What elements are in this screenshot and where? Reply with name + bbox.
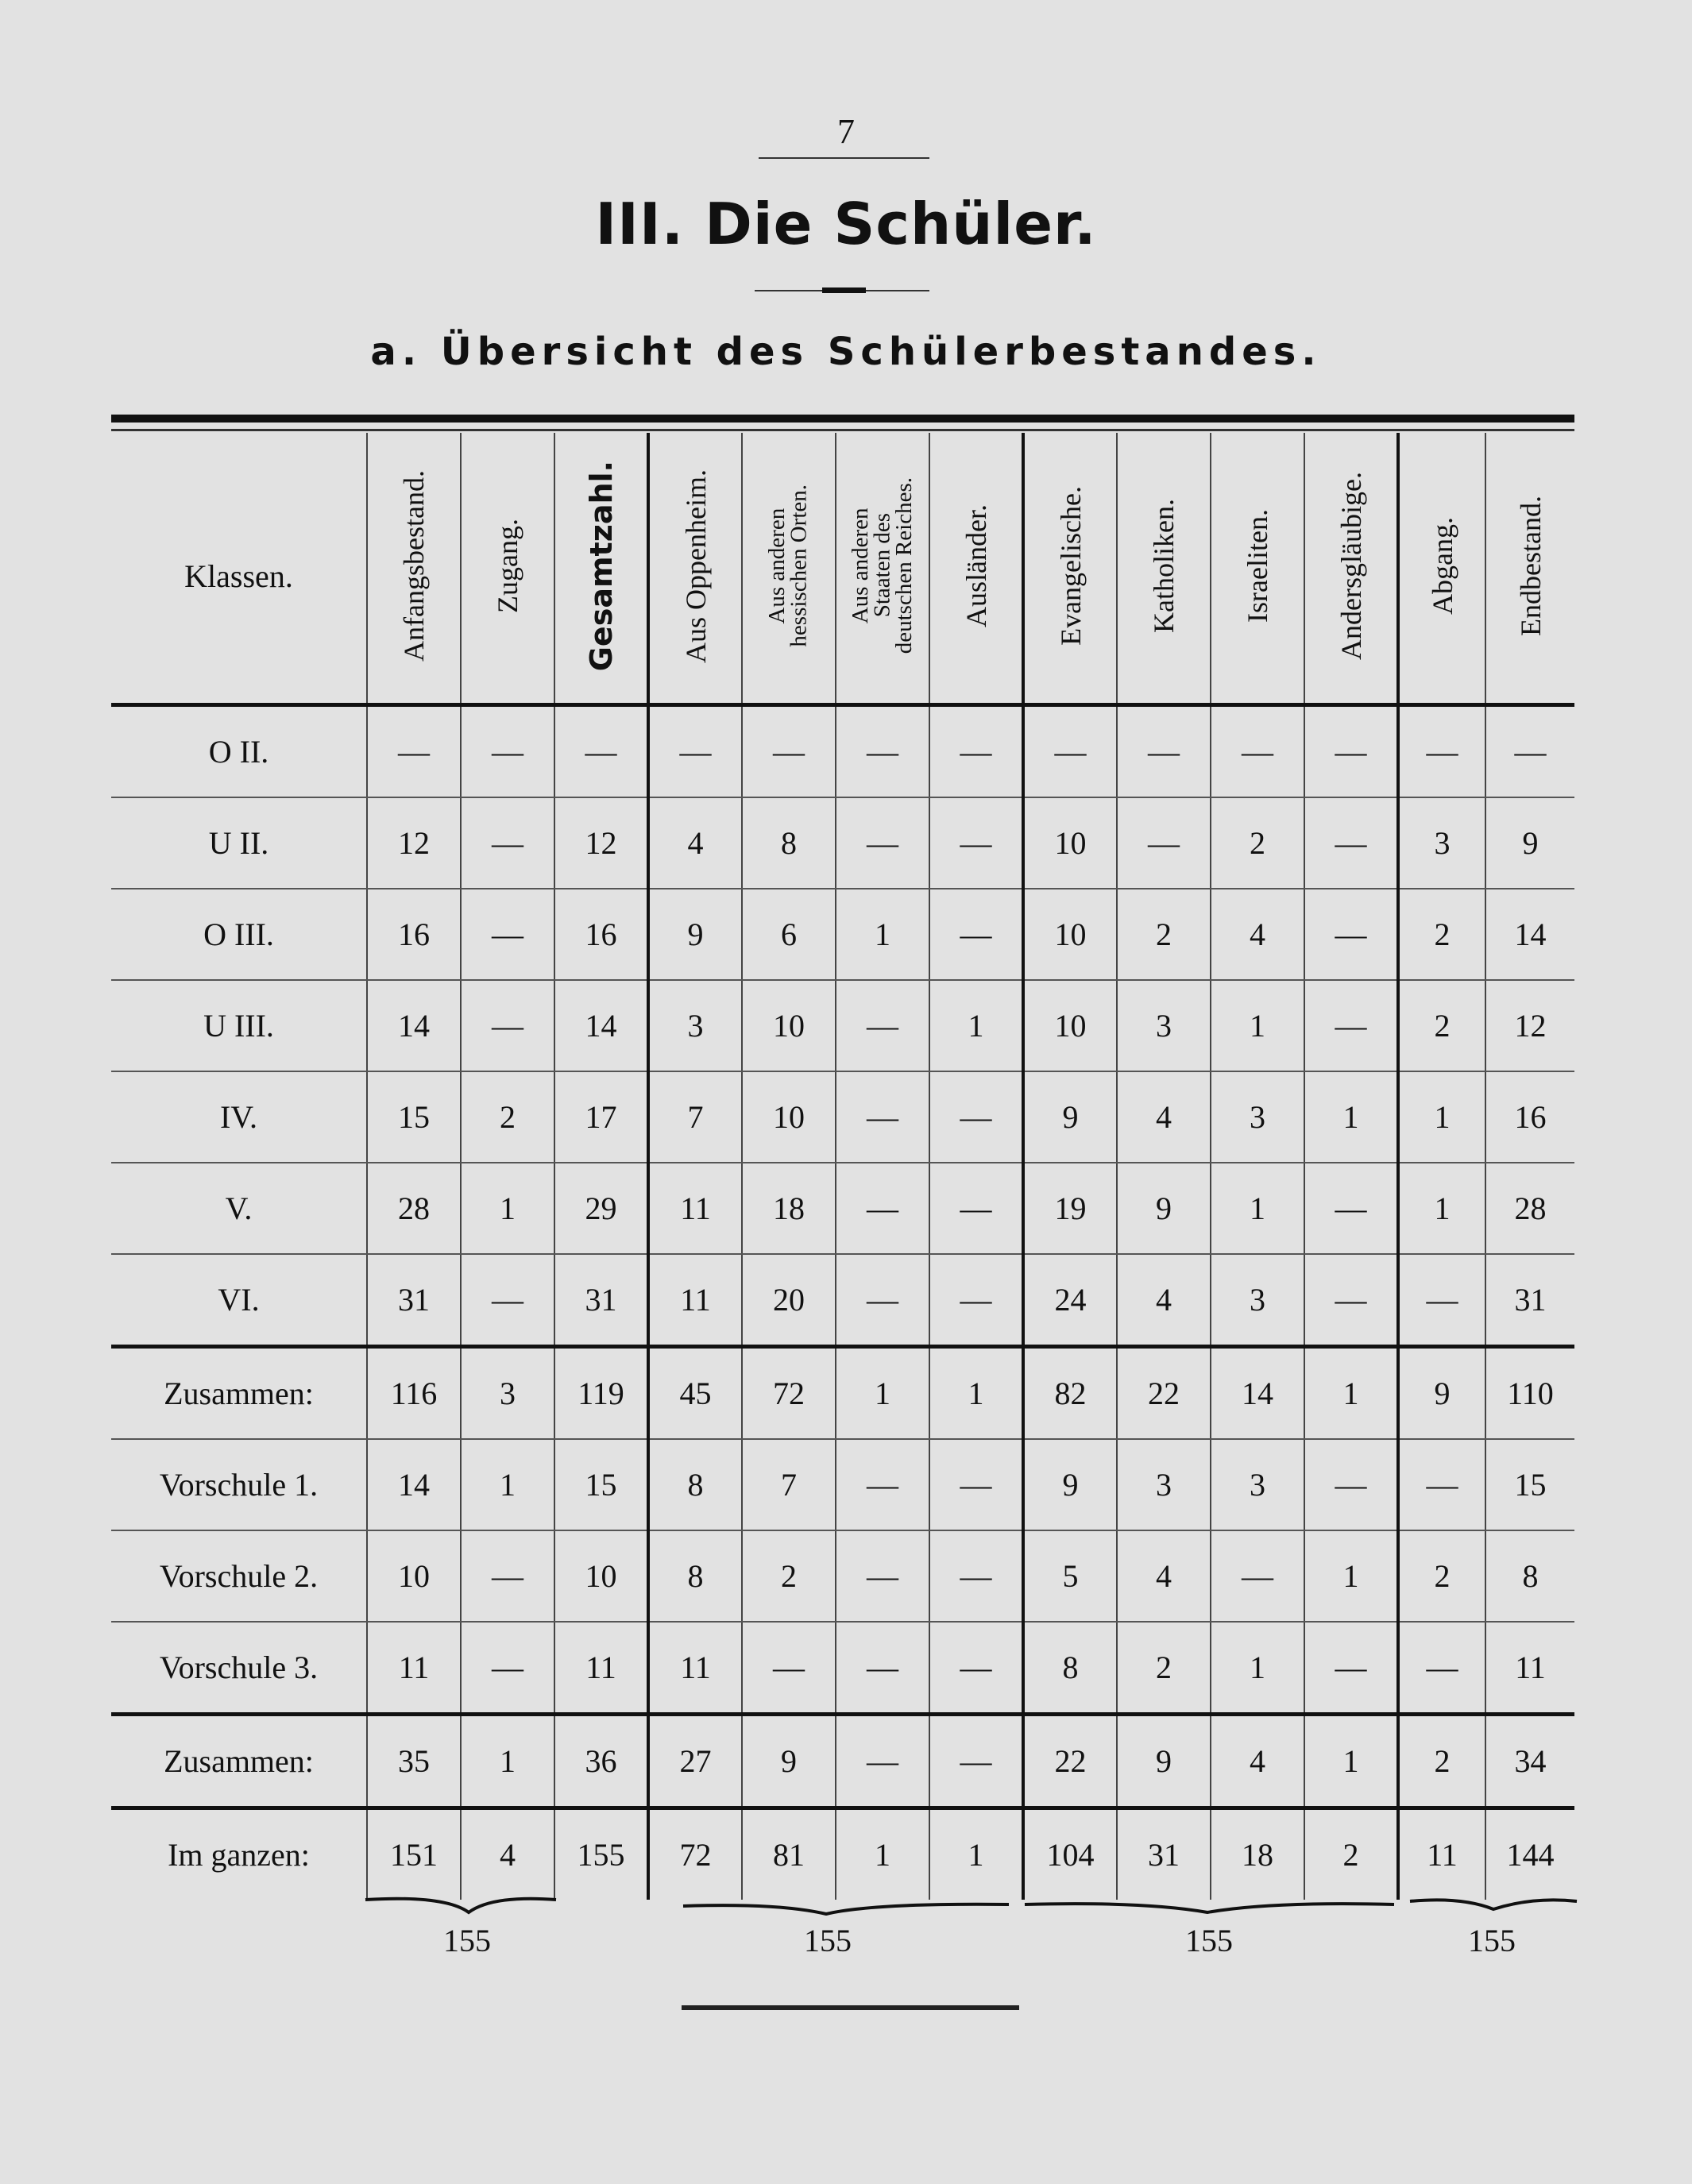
table-cell: —	[1211, 705, 1304, 798]
column-header	[554, 433, 648, 705]
column-header	[461, 433, 554, 705]
table-cell: —	[1398, 705, 1485, 798]
table-cell: —	[1304, 1439, 1398, 1530]
table-cell: —	[742, 1622, 836, 1715]
table-cell: 1	[461, 1163, 554, 1254]
row-label: O II.	[111, 705, 367, 798]
table-cell: —	[1304, 1254, 1398, 1347]
column-header-line: Endbestand.	[1514, 496, 1547, 636]
table-cell: 144	[1485, 1808, 1574, 1900]
table-cell: —	[929, 797, 1023, 889]
column-header	[648, 433, 742, 705]
column-header-label	[493, 519, 522, 613]
table-cell: 29	[554, 1163, 648, 1254]
table-cell: 1	[1304, 1071, 1398, 1163]
table-cell: 31	[554, 1254, 648, 1347]
table-cell: 116	[367, 1347, 461, 1440]
table-cell: —	[461, 705, 554, 798]
column-header	[929, 433, 1023, 705]
table-cell: 31	[1485, 1254, 1574, 1347]
table-cell: 12	[554, 797, 648, 889]
page-title: III. Die Schüler.	[595, 191, 1097, 257]
column-header	[1023, 433, 1117, 705]
table-cell: —	[1304, 1622, 1398, 1715]
table-cell: —	[929, 1715, 1023, 1808]
column-header-label	[847, 477, 917, 654]
table-cell: 10	[554, 1530, 648, 1622]
table-cell: —	[929, 889, 1023, 980]
table-cell: —	[742, 705, 836, 798]
table-cell: 12	[367, 797, 461, 889]
table-cell: 1	[461, 1715, 554, 1808]
table-cell: 104	[1023, 1808, 1117, 1900]
column-header-label	[1428, 517, 1457, 615]
table-cell: 1	[929, 980, 1023, 1071]
table-cell: —	[929, 1622, 1023, 1715]
table-cell: 8	[1023, 1622, 1117, 1715]
top-divider	[759, 157, 929, 159]
page-number: 7	[837, 112, 855, 151]
table-cell: 9	[1117, 1715, 1211, 1808]
table-cell: —	[929, 1071, 1023, 1163]
column-header-label	[679, 469, 712, 663]
table-cell: 14	[1211, 1347, 1304, 1440]
table-cell: 1	[1211, 1163, 1304, 1254]
table-cell: 3	[648, 980, 742, 1071]
column-header-line: Aus anderen	[764, 507, 790, 624]
table-cell: 16	[554, 889, 648, 980]
table-cell: 17	[554, 1071, 648, 1163]
table-cell: 15	[367, 1071, 461, 1163]
column-header-line: Gesamtzahl.	[583, 460, 619, 672]
table-cell: —	[1304, 1163, 1398, 1254]
table-cell: 31	[1117, 1808, 1211, 1900]
table-cell: 3	[1211, 1439, 1304, 1530]
table-cell: 18	[1211, 1808, 1304, 1900]
table-cell: 5	[1023, 1530, 1117, 1622]
table-cell: 3	[1117, 1439, 1211, 1530]
table-cell: 1	[836, 1808, 929, 1900]
table-cell: —	[648, 705, 742, 798]
table-cell: 10	[367, 1530, 461, 1622]
table-cell: —	[836, 797, 929, 889]
table-cell: 14	[367, 1439, 461, 1530]
table-cell: 1	[461, 1439, 554, 1530]
brace-4	[1410, 1900, 1577, 1909]
column-header-label	[400, 470, 428, 662]
column-header-label	[1337, 472, 1366, 660]
table-cell: 31	[367, 1254, 461, 1347]
table-cell: 9	[648, 889, 742, 980]
table-cell: 9	[1023, 1071, 1117, 1163]
table-cell: 16	[367, 889, 461, 980]
table-cell: 2	[1304, 1808, 1398, 1900]
table-cell: 7	[742, 1439, 836, 1530]
table-cell: 20	[742, 1254, 836, 1347]
table-cell: 110	[1485, 1347, 1574, 1440]
row-label: Vorschule 2.	[111, 1530, 367, 1622]
table-cell: 9	[1117, 1163, 1211, 1254]
table-cell: 11	[1398, 1808, 1485, 1900]
table-cell: 1	[836, 889, 929, 980]
table-cell: 11	[648, 1622, 742, 1715]
row-label: Im ganzen:	[111, 1808, 367, 1900]
table-row	[111, 1439, 1574, 1530]
table-cell: —	[929, 705, 1023, 798]
table-cell: —	[1304, 797, 1398, 889]
row-label: Vorschule 3.	[111, 1622, 367, 1715]
column-header-label	[764, 484, 812, 647]
table-cell: 3	[1211, 1071, 1304, 1163]
column-header-line: Aus Oppenheim.	[679, 469, 712, 663]
table-cell: 2	[1398, 1530, 1485, 1622]
table-header-row	[111, 433, 1574, 705]
table-cell: 2	[1117, 1622, 1211, 1715]
row-label: O III.	[111, 889, 367, 980]
table-cell: 28	[367, 1163, 461, 1254]
column-header-line: Israeliten.	[1242, 509, 1273, 623]
table-cell: 15	[1485, 1439, 1574, 1530]
group-total-1: 155	[443, 1923, 491, 1958]
column-header	[1117, 433, 1211, 705]
table-cell: 34	[1485, 1715, 1574, 1808]
table-cell: 6	[742, 889, 836, 980]
table-cell: —	[1211, 1530, 1304, 1622]
table-cell: —	[1398, 1439, 1485, 1530]
table-cell: 11	[367, 1622, 461, 1715]
table-cell: 8	[648, 1439, 742, 1530]
column-header-label	[1054, 486, 1087, 646]
column-header-line: Ausländer.	[960, 504, 992, 627]
table-top-rule-thin	[111, 429, 1574, 431]
table-row	[111, 1530, 1574, 1622]
title-divider-accent	[822, 287, 866, 293]
table-cell: 155	[554, 1808, 648, 1900]
row-label: U III.	[111, 980, 367, 1071]
column-header	[1211, 433, 1304, 705]
table-cell: 2	[1398, 1715, 1485, 1808]
column-header-label	[1149, 499, 1178, 633]
table-cell: —	[1023, 705, 1117, 798]
table-cell: —	[1304, 980, 1398, 1071]
table-cell: —	[929, 1439, 1023, 1530]
row-header-klassen: Klassen.	[111, 433, 367, 705]
table-cell: 16	[1485, 1071, 1574, 1163]
table-cell: 11	[1485, 1622, 1574, 1715]
table-cell: 8	[1485, 1530, 1574, 1622]
table-cell: 11	[554, 1622, 648, 1715]
table-cell: 11	[648, 1254, 742, 1347]
table-cell: 2	[1211, 797, 1304, 889]
table-cell: 2	[1398, 889, 1485, 980]
column-header-line: Zugang.	[492, 519, 523, 613]
table-cell: 4	[1117, 1071, 1211, 1163]
table-cell: 3	[461, 1347, 554, 1440]
table-cell: —	[461, 889, 554, 980]
brace-1	[365, 1899, 556, 1912]
table-row	[111, 1622, 1574, 1715]
column-header-line: Aus anderen	[847, 507, 873, 624]
table-cell: 82	[1023, 1347, 1117, 1440]
column-header	[1398, 433, 1485, 705]
table-row	[111, 1071, 1574, 1163]
student-overview-table	[111, 433, 1574, 1900]
table-cell: 12	[1485, 980, 1574, 1071]
group-total-2: 155	[804, 1923, 852, 1958]
table-cell: 11	[648, 1163, 742, 1254]
column-header	[836, 433, 929, 705]
group-total-3: 155	[1185, 1923, 1233, 1958]
table-row	[111, 1715, 1574, 1808]
column-header	[367, 433, 461, 705]
column-header-line: Katholiken.	[1148, 499, 1180, 633]
table-cell: 1	[836, 1347, 929, 1440]
table-cell: 7	[648, 1071, 742, 1163]
table-cell: 1	[929, 1347, 1023, 1440]
table-cell: 14	[1485, 889, 1574, 980]
column-header-line: Staaten des	[869, 513, 895, 619]
table-cell: 10	[742, 1071, 836, 1163]
table-cell: —	[929, 1163, 1023, 1254]
table-cell: 18	[742, 1163, 836, 1254]
table-body	[111, 705, 1574, 1900]
table-cell: 9	[1485, 797, 1574, 889]
table-cell: 72	[648, 1808, 742, 1900]
table-cell: 4	[648, 797, 742, 889]
table-row	[111, 1808, 1574, 1900]
table-row	[111, 980, 1574, 1071]
table-cell: 10	[742, 980, 836, 1071]
table-cell: —	[1304, 705, 1398, 798]
table-cell: —	[1398, 1622, 1485, 1715]
table-cell: —	[461, 1622, 554, 1715]
column-header-label	[962, 504, 991, 627]
table-cell: 3	[1211, 1254, 1304, 1347]
table-cell: —	[367, 705, 461, 798]
table-cell: 4	[1117, 1530, 1211, 1622]
table-row	[111, 797, 1574, 889]
table-cell: 36	[554, 1715, 648, 1808]
table-cell: 19	[1023, 1163, 1117, 1254]
column-header-line: Evangelische.	[1054, 486, 1087, 646]
table-cell: 24	[1023, 1254, 1117, 1347]
table-cell: 1	[1304, 1347, 1398, 1440]
table-cell: —	[461, 980, 554, 1071]
table-cell: —	[836, 1530, 929, 1622]
column-header-label	[583, 460, 619, 672]
table-cell: 1	[1304, 1530, 1398, 1622]
table-cell: —	[1485, 705, 1574, 798]
table-cell: —	[461, 1254, 554, 1347]
table-cell: 2	[1117, 889, 1211, 980]
row-label: Vorschule 1.	[111, 1439, 367, 1530]
table-cell: 45	[648, 1347, 742, 1440]
brace-2	[683, 1904, 1009, 1914]
table-cell: —	[1304, 889, 1398, 980]
row-label: VI.	[111, 1254, 367, 1347]
table-cell: —	[836, 1254, 929, 1347]
table-cell: 1	[1211, 1622, 1304, 1715]
column-header-line: Abgang.	[1426, 517, 1458, 615]
column-header-line: Andersgläubige.	[1335, 472, 1367, 660]
table-cell: 2	[461, 1071, 554, 1163]
table-cell: 22	[1023, 1715, 1117, 1808]
table-cell: —	[836, 705, 929, 798]
table-cell: —	[836, 980, 929, 1071]
table-cell: —	[461, 797, 554, 889]
table-cell: 72	[742, 1347, 836, 1440]
column-header-label	[1243, 509, 1272, 623]
brace-3	[1025, 1904, 1394, 1912]
table-cell: 28	[1485, 1163, 1574, 1254]
table-cell: 1	[1398, 1071, 1485, 1163]
table-cell: —	[929, 1254, 1023, 1347]
table-cell: —	[461, 1530, 554, 1622]
row-label: U II.	[111, 797, 367, 889]
table-cell: 1	[929, 1808, 1023, 1900]
table-cell: 4	[1117, 1254, 1211, 1347]
table-row	[111, 1163, 1574, 1254]
table-cell: 8	[648, 1530, 742, 1622]
table-row	[111, 1254, 1574, 1347]
table-cell: 1	[1304, 1715, 1398, 1808]
table-cell: 4	[461, 1808, 554, 1900]
column-header-line: hessischen Orten.	[786, 484, 812, 647]
table-cell: 81	[742, 1808, 836, 1900]
table-cell: —	[1117, 705, 1211, 798]
table-cell: 9	[1398, 1347, 1485, 1440]
table-top-rule	[111, 415, 1574, 423]
table-cell: 14	[554, 980, 648, 1071]
table-cell: —	[836, 1622, 929, 1715]
table-cell: 9	[1023, 1439, 1117, 1530]
bottom-rule	[682, 2005, 1019, 2010]
table-cell: —	[1117, 797, 1211, 889]
table-cell: 22	[1117, 1347, 1211, 1440]
table-cell: 119	[554, 1347, 648, 1440]
table-cell: 10	[1023, 889, 1117, 980]
row-label: V.	[111, 1163, 367, 1254]
table-cell: —	[1398, 1254, 1485, 1347]
section-subtitle: a. Übersicht des Schülerbestandes.	[370, 330, 1322, 374]
table-cell: 8	[742, 797, 836, 889]
table-cell: 1	[1398, 1163, 1485, 1254]
row-label: Zusammen:	[111, 1715, 367, 1808]
table-cell: 1	[1211, 980, 1304, 1071]
row-label: IV.	[111, 1071, 367, 1163]
table-cell: —	[836, 1715, 929, 1808]
table-cell: —	[836, 1071, 929, 1163]
table-cell: 3	[1117, 980, 1211, 1071]
column-header-line: deutschen Reiches.	[890, 477, 917, 654]
table-cell: 27	[648, 1715, 742, 1808]
column-header-label	[1516, 496, 1545, 636]
table-cell: —	[929, 1530, 1023, 1622]
table-row	[111, 705, 1574, 798]
table-row	[111, 889, 1574, 980]
table-cell: 10	[1023, 980, 1117, 1071]
table-cell: 2	[742, 1530, 836, 1622]
table-cell: —	[836, 1439, 929, 1530]
column-header	[742, 433, 836, 705]
table-cell: 4	[1211, 1715, 1304, 1808]
table-cell: 9	[742, 1715, 836, 1808]
column-header	[1485, 433, 1574, 705]
table-cell: 10	[1023, 797, 1117, 889]
table-cell: 2	[1398, 980, 1485, 1071]
column-header	[1304, 433, 1398, 705]
table-cell: 14	[367, 980, 461, 1071]
table-row	[111, 1347, 1574, 1440]
row-label: Zusammen:	[111, 1347, 367, 1440]
table-cell: 35	[367, 1715, 461, 1808]
table-cell: 15	[554, 1439, 648, 1530]
table-cell: 4	[1211, 889, 1304, 980]
column-header-line: Anfangsbestand.	[398, 470, 430, 662]
table-cell: —	[836, 1163, 929, 1254]
table-cell: 3	[1398, 797, 1485, 889]
group-total-4: 155	[1468, 1923, 1516, 1958]
table-cell: 151	[367, 1808, 461, 1900]
table-cell: —	[554, 705, 648, 798]
